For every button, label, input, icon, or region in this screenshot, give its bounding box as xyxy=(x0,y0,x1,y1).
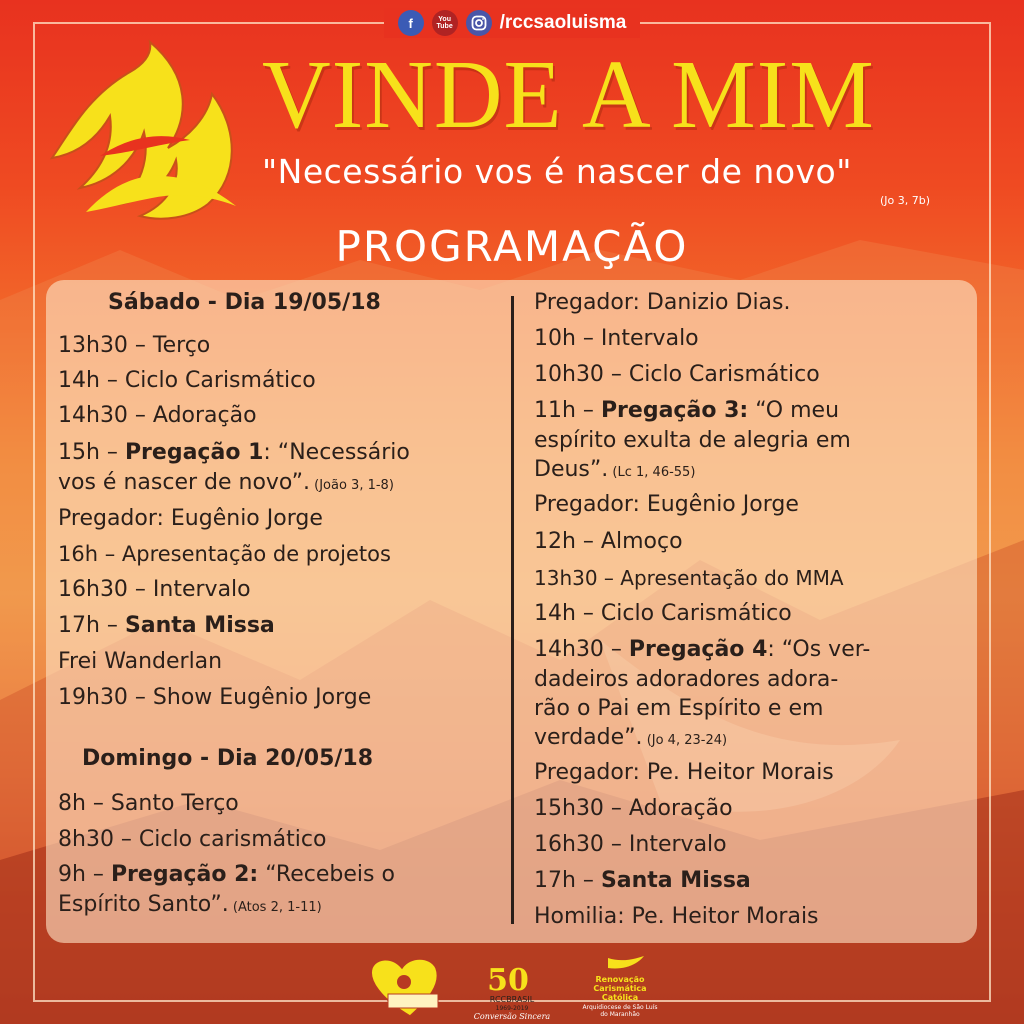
schedule-item xyxy=(58,470,394,495)
item-reference: (Lc 1, 46-55) xyxy=(608,465,696,480)
schedule-item xyxy=(58,613,275,638)
schedule-item: 13h30 – Terço xyxy=(58,333,211,358)
item-text: : “Os ver- xyxy=(767,637,871,662)
schedule-item xyxy=(534,868,751,893)
schedule-item xyxy=(58,892,322,917)
item-highlight: Santa Missa xyxy=(600,868,751,893)
social-handle[interactable]: /rccsaoluisma xyxy=(499,12,627,33)
logo-tagline: Conversão Sincera xyxy=(473,1012,551,1021)
schedule-item: 14h30 – Adoração xyxy=(58,403,257,428)
schedule-item: Frei Wanderlan xyxy=(58,649,223,674)
logo-line: Carismática xyxy=(593,984,647,993)
schedule-item: 10h – Intervalo xyxy=(534,326,699,351)
item-highlight: Pregação 2: xyxy=(110,862,259,887)
holy-spirit-flame-logo xyxy=(40,36,255,221)
social-strip xyxy=(384,8,641,38)
schedule-item: espírito exulta de alegria em xyxy=(534,428,851,453)
logo-number: 50 xyxy=(487,963,529,998)
logo-years: 1969-2019 xyxy=(495,1005,529,1012)
item-time: 17h – xyxy=(534,868,601,893)
saturday-title: Sábado - Dia 19/05/18 xyxy=(108,290,381,315)
schedule-item: 14h – Ciclo Carismático xyxy=(58,368,316,393)
rcc-brasil-50-logo xyxy=(474,963,551,1021)
youtube-icon[interactable]: You Tube xyxy=(432,10,458,36)
footer-logos xyxy=(0,952,1024,1022)
schedule-item: Pregador: Pe. Heitor Morais xyxy=(534,760,834,785)
program-heading: PROGRAMAÇÃO xyxy=(335,222,689,271)
schedule-item: dadeiros adoradores adora- xyxy=(534,667,839,692)
subtitle-reference: (Jo 3, 7b) xyxy=(880,194,931,207)
item-highlight: Santa Missa xyxy=(124,613,275,638)
item-time: 14h30 – xyxy=(534,637,629,662)
schedule-item xyxy=(534,725,727,750)
schedule-item: 8h30 – Ciclo carismático xyxy=(58,827,327,852)
schedule-item xyxy=(58,440,410,465)
item-text: : “Necessário xyxy=(263,440,410,465)
event-title: VINDE A MIM xyxy=(262,41,875,149)
item-text: verdade”. xyxy=(534,725,643,750)
item-text: Deus”. xyxy=(534,457,609,482)
schedule-item: 8h – Santo Terço xyxy=(58,791,239,816)
schedule-item xyxy=(58,862,395,887)
schedule-item: Pregador: Eugênio Jorge xyxy=(534,492,799,517)
logo-line: Arquidiocese de São Luís xyxy=(582,1004,658,1011)
item-time: 9h – xyxy=(58,862,111,887)
item-reference: (João 3, 1-8) xyxy=(310,478,394,493)
item-text: “Recebeis o xyxy=(258,862,395,887)
item-time: 15h – xyxy=(58,440,125,465)
rcc-maranhao-logo xyxy=(583,956,658,1018)
column-divider xyxy=(511,296,514,924)
schedule-item: 14h – Ciclo Carismático xyxy=(534,601,792,626)
schedule-item xyxy=(534,398,962,423)
schedule-item: 15h30 – Adoração xyxy=(534,796,733,821)
schedule-item: 10h30 – Ciclo Carismático xyxy=(534,362,820,387)
item-time: 17h – xyxy=(58,613,125,638)
logo-line: Católica xyxy=(601,993,639,1002)
schedule-item: 19h30 – Show Eugênio Jorge xyxy=(58,685,372,710)
schedule-item: Pregador: Danizio Dias. xyxy=(534,290,791,315)
facebook-icon[interactable]: f xyxy=(398,10,424,36)
item-highlight: Pregação 3: xyxy=(600,398,749,423)
schedule-item: rão o Pai em Espírito e em xyxy=(534,696,824,721)
item-reference: (Atos 2, 1-11) xyxy=(228,900,322,915)
sunday-title: Domingo - Dia 20/05/18 xyxy=(82,746,374,771)
item-highlight: Pregação 1 xyxy=(124,440,264,465)
logo-name: RCCBRASIL xyxy=(489,995,535,1004)
schedule-item: 16h30 – Intervalo xyxy=(534,832,727,857)
item-text: “O meu xyxy=(748,398,840,423)
item-text: Espírito Santo”. xyxy=(58,892,229,917)
item-text: vos é nascer de novo”. xyxy=(58,470,311,495)
schedule-item: 13h30 – Apresentação do MMA xyxy=(534,566,844,590)
heart-logo xyxy=(371,959,438,1016)
schedule-item: 16h30 – Intervalo xyxy=(58,577,251,602)
schedule-item: 12h – Almoço xyxy=(534,529,683,554)
item-time: 11h – xyxy=(534,398,601,423)
schedule-item: Homilia: Pe. Heitor Morais xyxy=(534,904,819,929)
schedule-item: 16h – Apresentação de projetos xyxy=(58,542,391,566)
instagram-icon[interactable] xyxy=(466,10,492,36)
item-reference: (Jo 4, 23-24) xyxy=(642,733,728,748)
event-subtitle: "Necessário vos é nascer de novo" xyxy=(262,152,852,191)
schedule-item: Pregador: Eugênio Jorge xyxy=(58,506,323,531)
schedule-item xyxy=(534,457,695,482)
item-highlight: Pregação 4 xyxy=(628,637,768,662)
logo-line: do Maranhão xyxy=(600,1011,640,1018)
schedule-item xyxy=(534,637,870,662)
logo-line: Renovação xyxy=(595,975,645,984)
social-bar xyxy=(0,8,1024,38)
